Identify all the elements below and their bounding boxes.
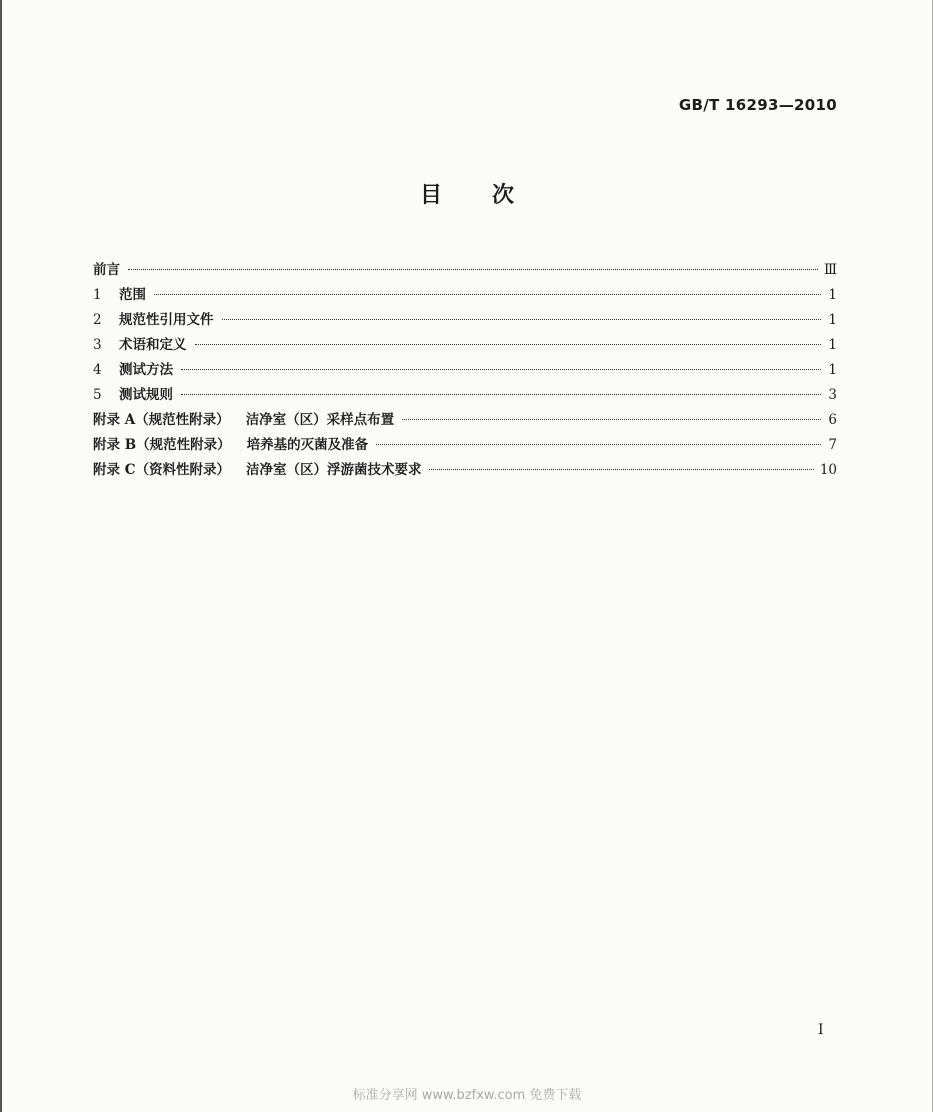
toc-entry-appendix-b[interactable] [93, 433, 837, 458]
table-of-contents [93, 258, 837, 483]
toc-entry-page: 10 [819, 462, 837, 478]
watermark: 标准分享网 www.bzfxw.com 免费下载 [352, 1088, 582, 1103]
dot-leader [195, 344, 822, 345]
toc-entry-label: 范围 [119, 287, 146, 303]
toc-entry-label: 术语和定义 [119, 337, 187, 353]
standard-number: GB/T 16293—2010 [678, 96, 837, 114]
toc-entry-label: 附录 C（资料性附录） [93, 462, 230, 478]
dot-leader [128, 269, 818, 270]
dot-leader [154, 294, 821, 295]
toc-entry-label: 测试规则 [119, 387, 173, 403]
toc-entry-label: 附录 B（规范性附录） [93, 437, 231, 453]
dot-leader [222, 319, 822, 320]
toc-entry-page: 1 [828, 287, 837, 303]
toc-entry-number: 2 [93, 312, 102, 328]
toc-entry-label: 测试方法 [119, 362, 173, 378]
toc-entry-4[interactable] [93, 358, 837, 383]
toc-entry-1[interactable] [93, 283, 837, 308]
toc-entry-subtitle: 洁净室（区）采样点布置 [245, 412, 395, 428]
toc-entry-number: 5 [93, 387, 102, 403]
toc-entry-2[interactable] [93, 308, 837, 333]
toc-entry-label: 前言 [93, 262, 120, 278]
toc-entry-appendix-c[interactable] [93, 458, 837, 483]
toc-entry-number: 4 [93, 362, 102, 378]
toc-entry-subtitle: 洁净室（区）浮游菌技术要求 [245, 462, 422, 478]
dot-leader [181, 394, 821, 395]
toc-entry-page: Ⅲ [823, 262, 837, 278]
toc-entry-label: 规范性引用文件 [119, 312, 214, 328]
toc-entry-foreword[interactable] [93, 258, 837, 283]
toc-entry-5[interactable] [93, 383, 837, 408]
toc-entry-3[interactable] [93, 333, 837, 358]
toc-entry-appendix-a[interactable] [93, 408, 837, 433]
toc-entry-page: 1 [828, 312, 837, 328]
toc-entry-subtitle: 培养基的灭菌及准备 [246, 437, 369, 453]
page-folio: I [818, 1022, 824, 1038]
toc-entry-page: 7 [828, 437, 837, 453]
toc-title: 目次 [419, 183, 564, 208]
dot-leader [429, 469, 813, 470]
toc-entry-label: 附录 A（规范性附录） [93, 412, 230, 428]
toc-entry-number: 3 [93, 337, 102, 353]
toc-entry-page: 6 [828, 412, 837, 428]
dot-leader [376, 444, 821, 445]
toc-entry-page: 1 [828, 337, 837, 353]
dot-leader [402, 419, 821, 420]
toc-entry-page: 3 [828, 387, 837, 403]
page-right-border [932, 0, 933, 1112]
toc-entry-page: 1 [828, 362, 837, 378]
dot-leader [181, 369, 821, 370]
toc-entry-number: 1 [93, 287, 102, 303]
page-left-border [0, 0, 2, 1112]
